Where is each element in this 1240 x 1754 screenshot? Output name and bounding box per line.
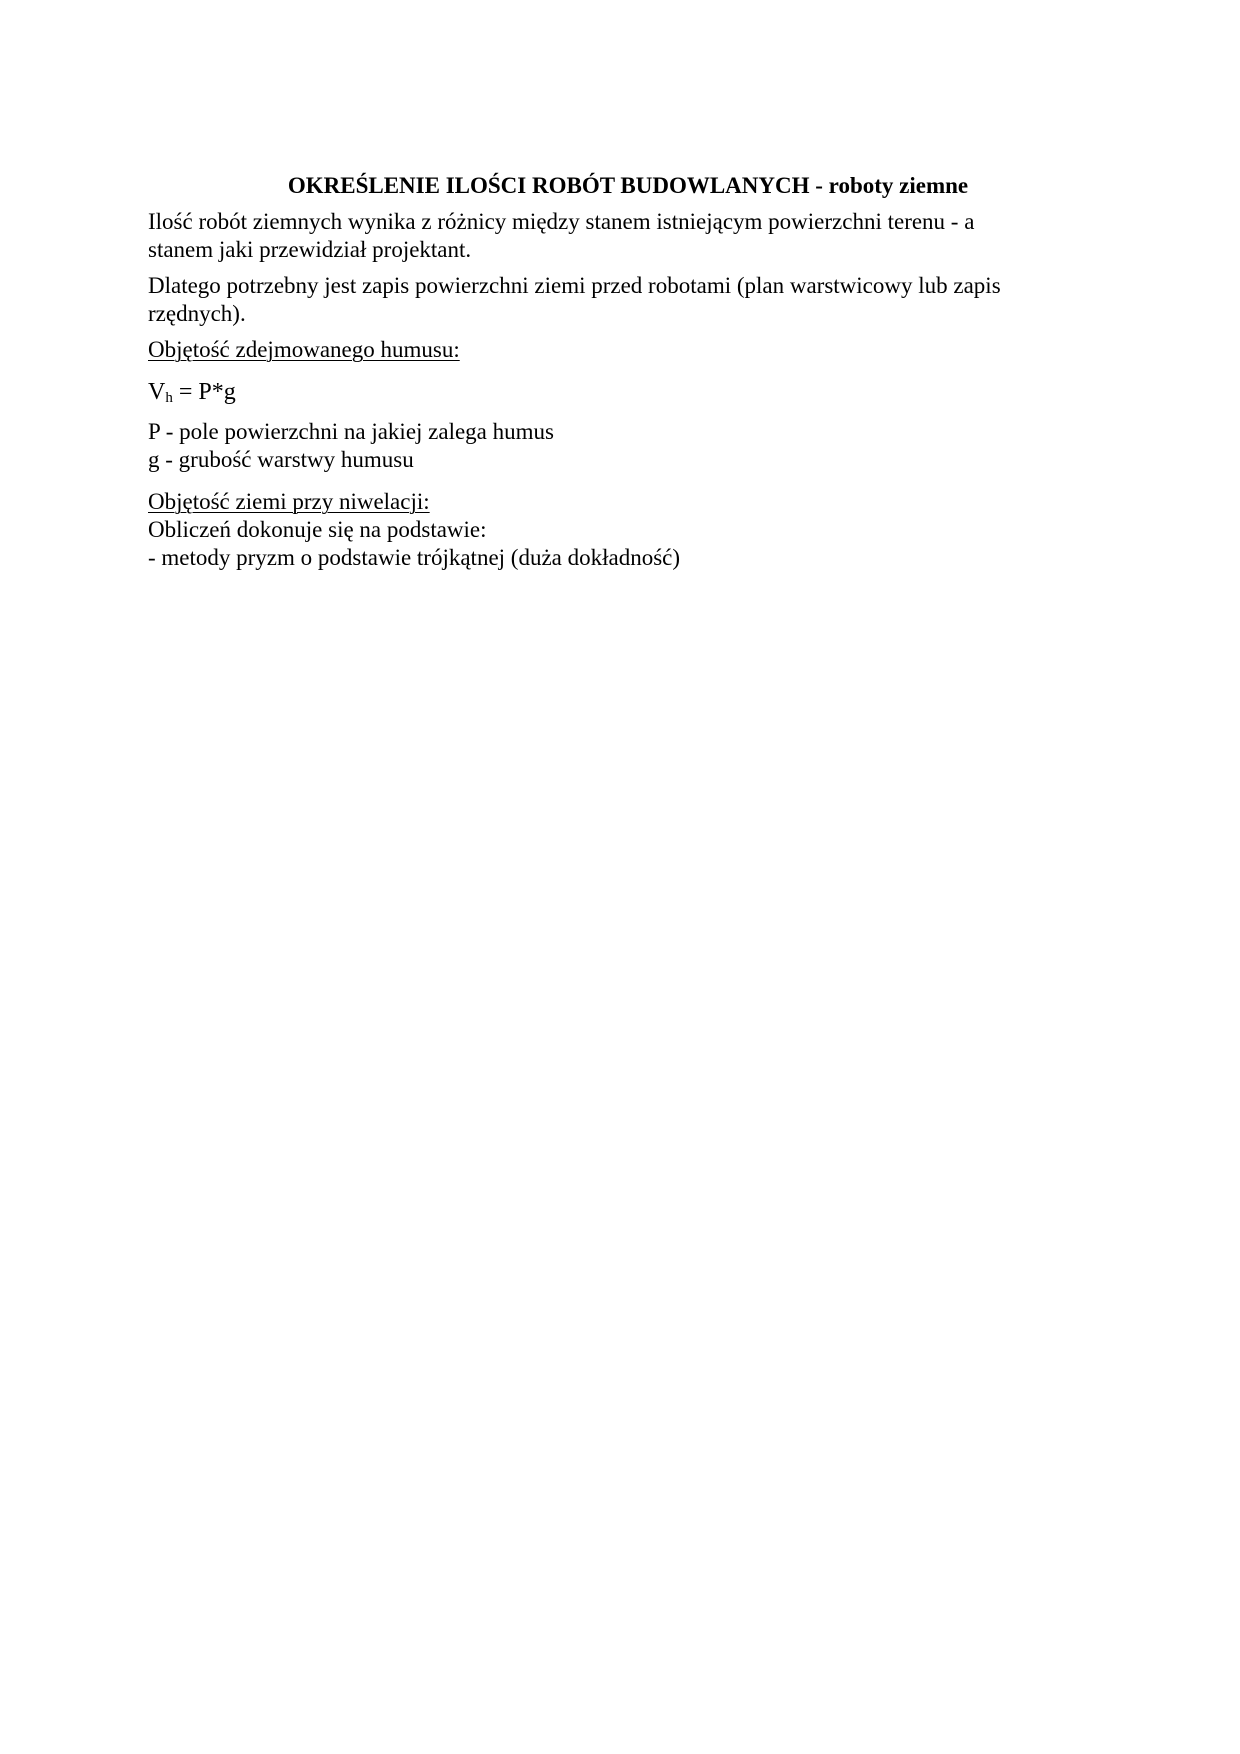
formula-symbol: V	[148, 379, 166, 405]
formula-definitions	[148, 418, 1098, 474]
paragraph-terrain-line-1: Dlatego potrzebny jest zapis powierzchni ziemi przed robotami (plan warstwicowy lub zapis	[148, 273, 1001, 298]
document-content	[148, 172, 1098, 572]
formula-humus-volume	[148, 378, 1098, 406]
section-heading-humus: Objętość zdejmowanego humusu:	[148, 337, 460, 362]
paragraph-intro-line-1: Ilość robót ziemnych wynika z różnicy między stanem istniejącym powierzchni terenu - a	[148, 209, 975, 234]
formula-subscript: h	[165, 390, 173, 406]
formula-expression: = P*g	[172, 379, 236, 405]
paragraph-intro-line-2: stanem jaki przewidział projektant.	[148, 237, 472, 262]
paragraph-terrain-record	[148, 272, 1098, 328]
paragraph-terrain-line-2: rzędnych).	[148, 301, 246, 326]
calculation-intro: Obliczeń dokonuje się na podstawie:	[148, 517, 487, 542]
definition-p: P - pole powierzchni na jakiej zalega humus	[148, 419, 554, 444]
paragraph-intro	[148, 208, 1098, 264]
calculation-method: - metody pryzm o podstawie trójkątnej (duża dokładność)	[148, 545, 681, 570]
title-main: OKREŚLENIE ILOŚCI ROBÓT BUDOWLANYCH	[287, 173, 810, 198]
section-heading-niwelacja: Objętość ziemi przy niwelacji:	[148, 489, 430, 514]
definition-g: g - grubość warstwy humusu	[148, 447, 414, 472]
title-suffix: - roboty ziemne	[809, 173, 969, 198]
page-title	[148, 172, 1098, 200]
